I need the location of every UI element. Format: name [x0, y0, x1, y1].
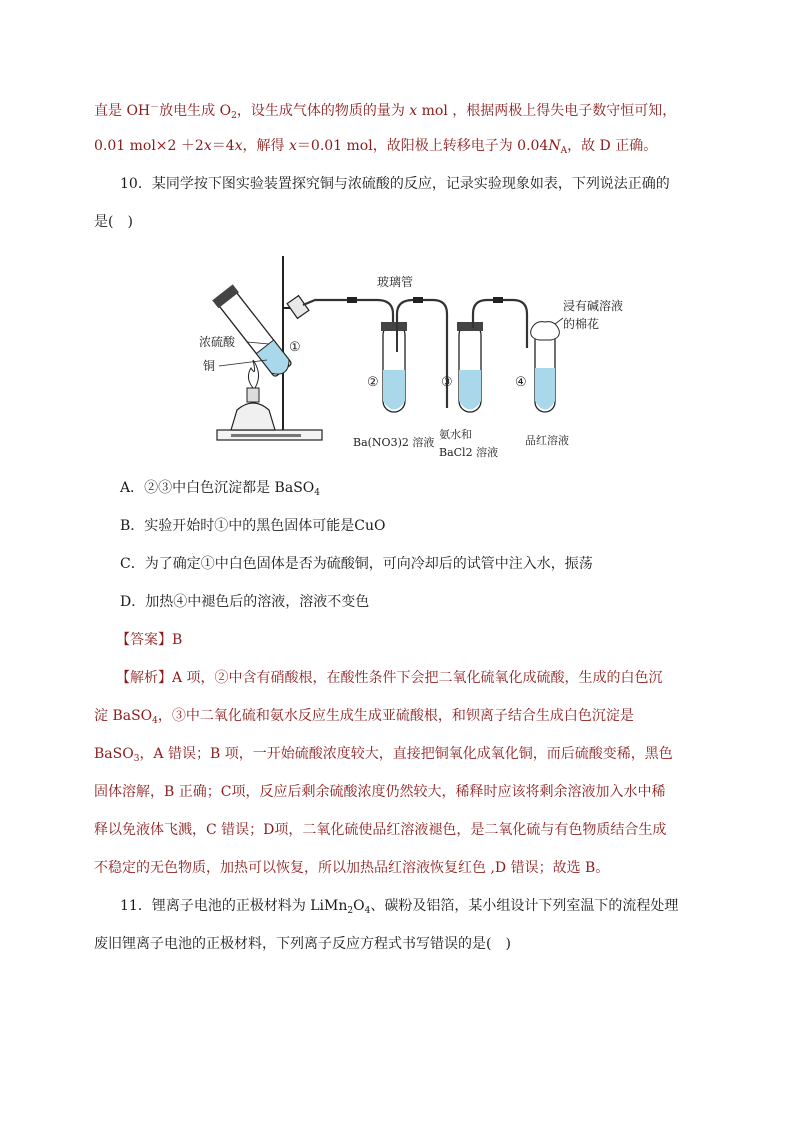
- tube-3-stopper: [457, 322, 483, 331]
- label-tube-2-solution: Ba(NO3)2 溶液: [353, 436, 435, 449]
- label-tube-3-solution-line-1: 氨水和: [439, 428, 472, 441]
- stand-base-slot: [231, 434, 301, 437]
- label-tube-3-number: ③: [441, 375, 453, 390]
- q10-apparatus-figure: [195, 248, 624, 463]
- q10-stem-line-1: 10．某同学按下图实验装置探究铜与浓硫酸的反应，记录实验现象如表，下列说法正确的: [120, 176, 670, 192]
- q11-stem-line-2: 废旧锂离子电池的正极材料，下列离子反应方程式书写错误的是( ): [94, 936, 511, 952]
- prev-analysis-line-2: 0.01 mol×2 ＋2x＝4x，解得 x＝0.01 mol，故阳极上转移电子为 $0.04N_A$，故 D 正确。: [94, 138, 658, 156]
- q10-answer: 【答案】B: [116, 632, 183, 648]
- test-tube-2: [381, 322, 407, 412]
- prev-analysis-line-1: 直是 OH－放电生成 $O_2$，设生成气体的物质的量为 x mol ，根据两极上得失电子数守恒可知，: [94, 103, 677, 121]
- spirit-lamp: [231, 403, 275, 430]
- q10-analysis-line-6: 不稳定的无色物质，加热可以恢复，所以加热品红溶液恢复红色 ,D 错误；故选 B。: [94, 860, 610, 876]
- label-tube-3-solution-line-2: BaCl2 溶液: [439, 446, 499, 459]
- tube-joint-2: [413, 297, 423, 303]
- q10-option-a: A．②③中白色沉淀都是 BaSO$_4$: [120, 480, 320, 498]
- label-tube-4-solution: 品红溶液: [525, 434, 569, 447]
- q10-analysis-line-1: 【解析】A 项，②中含有硝酸根，在酸性条件下会把二氧化硫氧化成硫酸，生成的白色沉: [116, 670, 663, 686]
- lamp-flame: [248, 360, 258, 388]
- label-tube-4-number: ④: [515, 375, 527, 390]
- q10-analysis-line-4: 固体溶解，B 正确；C项，反应后剩余硫酸浓度仍然较大，稀释时应该将剩余溶液加入水中稀: [94, 784, 666, 800]
- label-glass-tube: 玻璃管: [377, 275, 414, 289]
- label-cotton-2: 的棉花: [563, 317, 600, 331]
- cotton-plug: [531, 322, 560, 340]
- tube-2-stopper: [381, 322, 407, 331]
- label-conc-acid: 浓硫酸: [199, 335, 236, 349]
- q10-analysis-line-3: BaSO$_3$，A 错误；B 项，一开始硫酸浓度较大，直接把铜氧化成氧化铜，而后硫酸变稀，黑色: [94, 746, 673, 764]
- q10-stem-line-2: 是( ): [94, 214, 133, 230]
- q10-option-b: B．实验开始时①中的黑色固体可能是CuO: [120, 518, 386, 534]
- delivery-tube-1: [303, 300, 375, 305]
- label-tube-1-number: ①: [289, 340, 301, 355]
- q10-option-c: C．为了确定①中白色固体是否为硫酸铜，可向冷却后的试管中注入水，振荡: [120, 556, 593, 572]
- tube-joint-1: [347, 297, 357, 303]
- test-tube-3: [457, 322, 483, 412]
- test-tube-4: [531, 322, 560, 412]
- q10-option-d: D．加热④中褪色后的溶液，溶液不变色: [120, 594, 370, 610]
- q10-analysis-line-2: 淀 BaSO$_4$，③中二氧化硫和氨水反应生成生成亚硫酸根，和钡离子结合生成白色沉淀是: [94, 708, 634, 726]
- q11-stem-line-1: 11．锂离子电池的正极材料为 $LiMn_2O_4$、碳粉及铝箔，某小组设计下列室温下的流程处理: [120, 898, 679, 916]
- clamp-jaw: [287, 296, 309, 319]
- lamp-wick-holder: [247, 388, 259, 402]
- label-copper: 铜: [203, 359, 216, 373]
- cotton-leader-line: [555, 318, 563, 324]
- q10-analysis-line-5: 释以免液体飞溅，C 错误；D项，二氧化硫使品红溶液褪色，是二氧化硫与有色物质结合生成: [94, 822, 667, 838]
- label-cotton-1: 浸有碱溶液: [563, 299, 624, 313]
- tube-joint-3: [493, 297, 503, 303]
- label-tube-2-number: ②: [367, 375, 379, 390]
